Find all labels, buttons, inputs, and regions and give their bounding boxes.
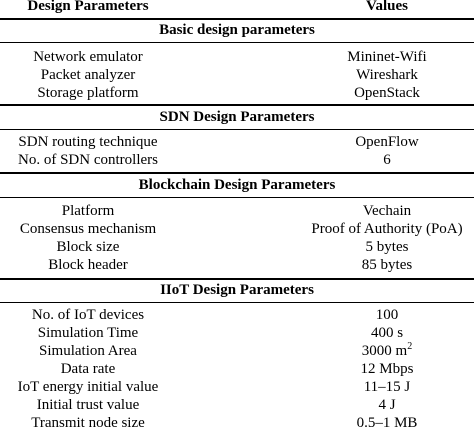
value-cell: Wireshark [356, 67, 418, 83]
param-cell: Platform [61, 203, 115, 219]
table-row [0, 238, 474, 257]
section-rule [0, 302, 474, 303]
param-cell: Consensus mechanism [19, 221, 157, 237]
param-cell: Simulation Area [39, 343, 137, 359]
table-row [0, 202, 474, 221]
value-cell [300, 342, 474, 361]
param-cell: Initial trust value [36, 397, 140, 413]
param-cell: Data rate [60, 361, 116, 377]
table-row [0, 360, 474, 379]
table-row [0, 306, 474, 325]
param-cell: Block size [56, 239, 120, 255]
param-cell: Storage platform [37, 85, 139, 101]
table-header-row [0, 0, 474, 16]
param-cell: Packet analyzer [40, 67, 136, 83]
value-cell: 85 bytes [361, 257, 413, 273]
value-cell: 100 [375, 307, 399, 323]
value-cell: Mininet-Wifi [347, 49, 427, 65]
table-row [0, 48, 474, 67]
value-cell: OpenStack [354, 85, 420, 101]
section-title-sdn: SDN Design Parameters [159, 109, 315, 125]
section-title-iiot: IIoT Design Parameters [160, 282, 314, 298]
param-cell: Transmit node size [31, 415, 145, 431]
section-rule [0, 129, 474, 130]
section-title-blockchain: Blockchain Design Parameters [138, 177, 336, 193]
value-cell: 5 bytes [365, 239, 409, 255]
header-design-parameters: Design Parameters [27, 0, 149, 14]
value-cell: 12 Mbps [360, 361, 414, 377]
value-cell: 6 [383, 152, 391, 168]
table-row [0, 220, 474, 239]
value-cell: Vechain [362, 203, 412, 219]
param-cell: IoT energy initial value [17, 379, 159, 395]
table-row [0, 256, 474, 275]
table-row [0, 151, 474, 170]
section-rule [0, 172, 474, 174]
table-row [0, 133, 474, 152]
param-cell: Block header [48, 257, 128, 273]
value-cell: 0.5–1 MB [356, 415, 418, 431]
value-cell: 11–15 J [363, 379, 411, 395]
param-cell: Simulation Time [37, 325, 139, 341]
table-row [0, 414, 474, 433]
section-title-basic: Basic design parameters [159, 22, 315, 38]
param-cell: Network emulator [33, 49, 143, 65]
value-text: 3000 m [361, 343, 408, 359]
superscript: 2 [407, 341, 413, 352]
value-cell: 400 s [370, 325, 404, 341]
section-rule [0, 42, 474, 43]
section-rule [0, 197, 474, 198]
param-cell: No. of SDN controllers [18, 152, 158, 168]
table-row [0, 396, 474, 415]
table-row [0, 378, 474, 397]
table-row [0, 66, 474, 85]
value-cell: OpenFlow [355, 134, 419, 150]
table-row [0, 84, 474, 103]
table-row [0, 324, 474, 343]
table-row [0, 342, 474, 361]
header-values: Values [366, 0, 408, 14]
section-rule [0, 104, 474, 106]
param-cell: No. of IoT devices [31, 307, 145, 323]
value-cell: Proof of Authority (PoA) [311, 221, 463, 237]
value-cell: 4 J [378, 397, 396, 413]
param-cell: SDN routing technique [18, 134, 158, 150]
